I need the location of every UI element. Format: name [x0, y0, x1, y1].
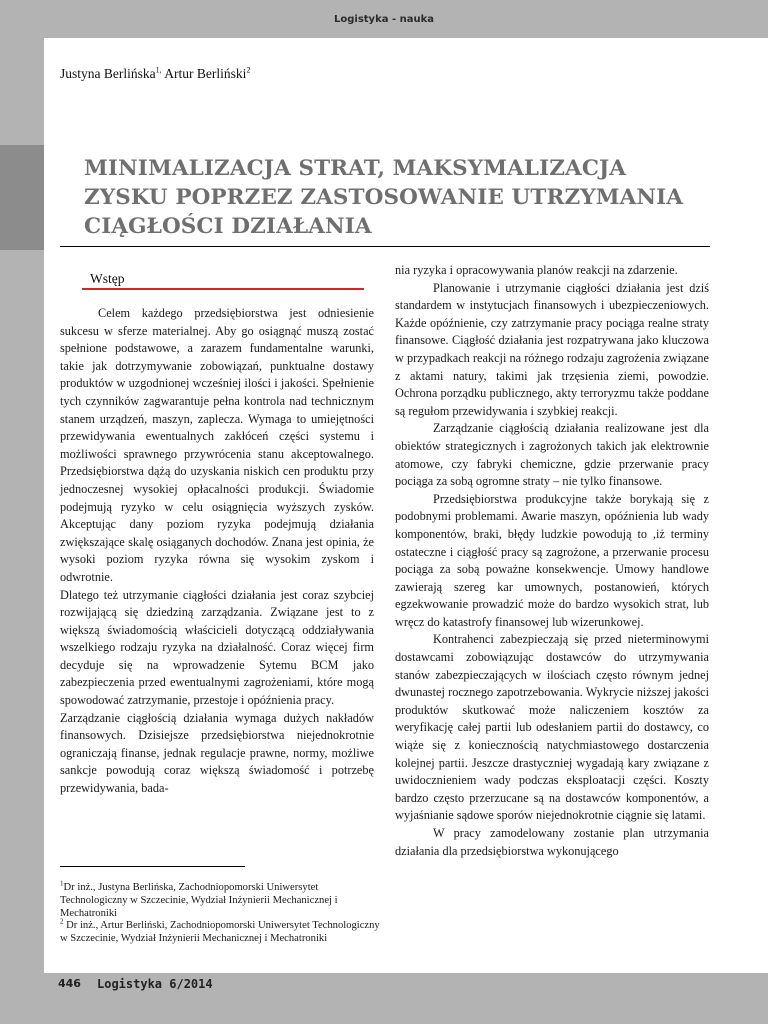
running-header: Logistyka - nauka [334, 14, 434, 25]
footnote-1-text: Dr inż., Justyna Berlińska, Zachodniopomorski Uniwersytet Technologiczny w Szczecinie, Wydział Inżynierii Mechanicznej i Mechatroniki [60, 882, 338, 919]
right-column [395, 262, 709, 860]
footnote-1 [60, 879, 380, 920]
page-number: 446 [58, 977, 81, 990]
section-heading: Wstęp [90, 271, 125, 286]
author-1-name: Justyna Berlińska [60, 66, 156, 81]
left-column [60, 305, 374, 798]
footnote-divider [60, 866, 245, 867]
footnotes [60, 879, 380, 946]
left-paragraph-1: Celem każdego przedsiębiorstwa jest odniesienie sukcesu w sferze materialnej. Aby go osiągnąć muszą zostać spełnione podstawowe, a zarazem fundamentalne warunki, takie jak dotrzymywanie zobowiązań, punktualne dostawy produktów w uzgodnionej wcześniej ilości i jakości. Spełnienie tych czynników zagwarantuje pełna kontrola nad technicznym stanem urządzeń, maszyn, zaplecza. Wymaga to umiejętności przewidywania ewentualnych zakłóceń części systemu i możliwości sprawnego przywrócenia stanu akceptowalnego. Przedsiębiorstwa dążą do uzyskania niskich cen produktu przy jednoczesnej wysokiej opłacalności produkcji. Świadomie podejmują ryzyko w celu osiągnięcia wyższych zysków. Akceptując dany poziom ryzyka podejmują działania zwiększające skalę osiąganych dochodów. Znana jest opinia, że wysoki poziom ryzyka równa się wysokim zyskom i odwrotnie. [60, 306, 374, 584]
author-2-mark: 2 [246, 65, 251, 75]
author-line [60, 66, 250, 82]
footnote-2-mark: 2 [60, 917, 64, 926]
right-paragraph-6: W pracy zamodelowany zostanie plan utrzymania działania dla przedsiębiorstwa wykonującego [395, 826, 709, 858]
footnote-2 [60, 917, 380, 946]
right-paragraph-2: Planowanie i utrzymanie ciągłości działania jest dziś standardem w instytucjach finansowych i ubezpieczeniowych. Każde opóźnienie, czy zatrzymanie pracy pociąga realne straty finansowe. Ciągłość działania jest rozpatrywana jako kluczowa w przypadkach reakcji na różnego rodzaju zagrożenia związane z aktami natury, takimi jak trzęsienia ziemi, powodzie. Ochrona porządku publicznego, akty terroryzmu także poddane są regułom przewidywania i szybkiej reakcji. [395, 280, 709, 418]
author-2-name: Artur Berliński [161, 66, 247, 81]
side-tab [0, 145, 44, 250]
journal-name: Logistyka 6/2014 [97, 977, 213, 991]
right-paragraph-5: Kontrahenci zabezpieczają się przed nieterminowymi dostawcami zobowiązując dostawców do utrzymywania stanów zabezpieczających w ilościach często równym jednej dwunastej rocznego zapotrzebowania. Wykrycie niższej jakości produktów skutkować może naliczeniem kosztów za weryfikację całej partii lub odesłaniem partii do dostawcy, co wiąże się z koniecznością natychmiastowego dostarczenia kolejnej partii. Jeszcze drastyczniej wygadają kary związane z uwidocznieniem wady podczas eksploatacji części. Koszty bardzo często przerzucane są na dostawców komponentów, a wyjaśnianie sądowe sporów niejednokrotnie ciągnie się latami. [395, 632, 709, 823]
left-paragraph-3: Zarządzanie ciągłością działania wymaga dużych nakładów finansowych. Dzisiejsze przedsiębiorstwa niejednokrotnie ograniczają finanse, jednak regulacje prawne, normy, możliwe sankcje powodują coraz większą świadomość i potrzebę przewidywania, bada- [60, 710, 374, 796]
title-divider [60, 246, 710, 247]
left-paragraph-2: Dlatego też utrzymanie ciągłości działania jest coraz szybciej rozwijającą się dziedziną zarządzania. Związane jest to z większą świadomością właścicieli dotyczącą oddziaływania wszelkiego rodzaju ryzyka na działalność. Coraz więcej firm decyduje się na wprowadzenie Sytemu BCM jako zabezpieczenia przed ewentualnymi zagrożeniami, które mogą spowodować zatrzymanie, przestoje i opóźnienia pracy. [60, 587, 374, 708]
right-paragraph-3: Zarządzanie ciągłością działania realizowane jest dla obiektów strategicznych i zagrożonych takich jak elektrownie atomowe, czy fabryki chemiczne, gdzie przerwanie pracy pociąga za sobą ogromne straty – nie tylko finansowe. [395, 421, 709, 489]
right-paragraph-1: nia ryzyka i opracowywania planów reakcji na zdarzenie. [395, 263, 678, 277]
right-paragraph-4: Przedsiębiorstwa produkcyjne także borykają się z podobnymi problemami. Awarie maszyn, opóźnienia lub wady komponentów, braki, błędy ludzkie powodują to ,iż terminy ostateczne i ciągłość pracy są zagrożone, a przerwanie procesu pociąga za sobą poważne konsekwencje. Umowy handlowe zawierają szereg kar umownych, postanowień, których egzekwowanie prowadzić może do bardzo wysokich strat, lub wręcz do katastrofy finansowej lub wizerunkowej. [395, 491, 709, 629]
section-heading-underline [82, 288, 364, 290]
footnote-2-text: Dr inż., Artur Berliński, Zachodniopomorski Uniwersytet Technologiczny w Szczecinie, Wydział Inżynierii Mechanicznej i Mechatroniki [60, 920, 380, 945]
footnote-1-mark: 1 [60, 879, 64, 888]
article-title: MINIMALIZACJA STRAT, MAKSYMALIZACJA ZYSKU POPRZEZ ZASTOSOWANIE UTRZYMANIA CIĄGŁOŚCI DZIAŁANIA [84, 156, 684, 239]
author-1-mark: 1, [155, 65, 162, 75]
